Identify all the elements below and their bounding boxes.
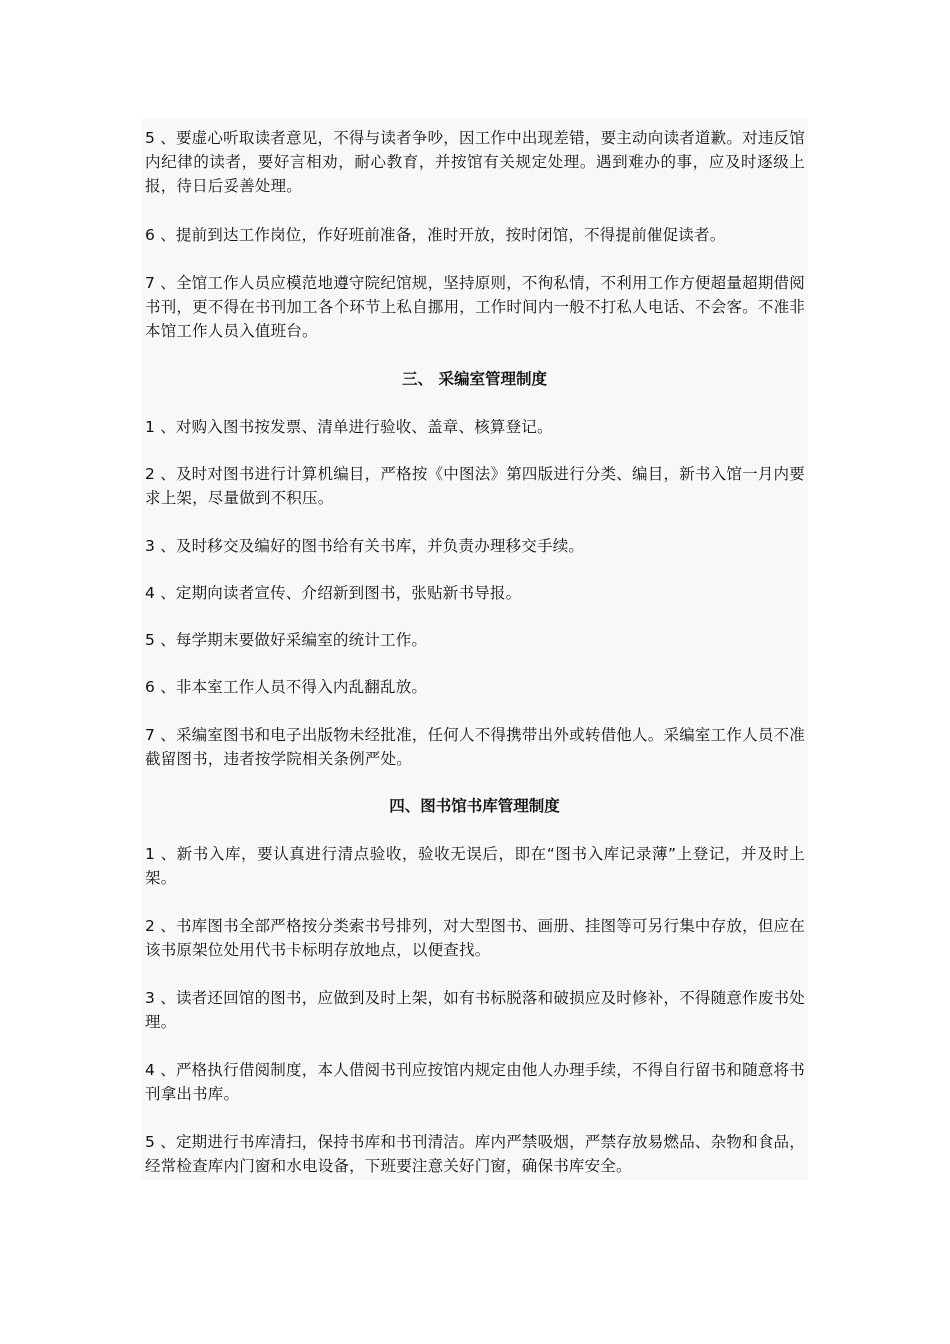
- paragraph-s2-item7: 7 、全馆工作人员应模范地遵守院纪馆规，坚持原则，不徇私情，不利用工作方便超量超期借阅书刊，更不得在书刊加工各个环节上私自挪用，工作时间内一般不打私人电话、不会客。不准非本馆工作人员入值班台。: [145, 274, 805, 340]
- paragraph-s3-item5: 5 、每学期末要做好采编室的统计工作。: [145, 631, 428, 649]
- document-page: [141, 119, 808, 1180]
- paragraph-s2-item5: 5 、要虚心听取读者意见，不得与读者争吵，因工作中出现差错，要主动向读者道歉。对违反馆内纪律的读者，要好言相劝，耐心教育，并按馆有关规定处理。遇到难办的事，应及时逐级上报，待日后妥善处理。: [145, 129, 805, 195]
- paragraph-s4-item2: 2 、书库图书全部严格按分类索书号排列，对大型图书、画册、挂图等可另行集中存放，但应在该书原架位处用代书卡标明存放地点，以便查找。: [145, 917, 805, 959]
- paragraph-s3-item2: 2 、及时对图书进行计算机编目，严格按《中图法》第四版进行分类、编目，新书入馆一月内要求上架，尽量做到不积压。: [145, 465, 805, 507]
- section3-heading: 三、 采编室管理制度: [402, 370, 547, 388]
- paragraph-s2-item6: 6 、提前到达工作岗位，作好班前准备，准时开放，按时闭馆，不得提前催促读者。: [145, 226, 726, 244]
- paragraph-s4-item1: 1 、新书入库，要认真进行清点验收，验收无误后，即在“图书入库记录薄”上登记，并及时上架。: [145, 845, 805, 887]
- paragraph-s4-item3: 3 、读者还回馆的图书，应做到及时上架，如有书标脱落和破损应及时修补，不得随意作废书处理。: [145, 989, 805, 1031]
- paragraph-s4-item5: 5 、定期进行书库清扫，保持书库和书刊清洁。库内严禁吸烟，严禁存放易燃品、杂物和食品，经常检查库内门窗和水电设备，下班要注意关好门窗，确保书库安全。: [145, 1133, 805, 1175]
- paragraph-s3-item6: 6 、非本室工作人员不得入内乱翻乱放。: [145, 678, 428, 696]
- paragraph-s3-item1: 1 、对购入图书按发票、清单进行验收、盖章、核算登记。: [145, 418, 553, 436]
- section4-heading: 四、图书馆书库管理制度: [389, 797, 560, 815]
- paragraph-s3-item4: 4 、定期向读者宣传、介绍新到图书，张贴新书导报。: [145, 584, 522, 602]
- paragraph-s3-item7: 7 、采编室图书和电子出版物未经批准，任何人不得携带出外或转借他人。采编室工作人员不准截留图书，违者按学院相关条例严处。: [145, 726, 805, 768]
- paragraph-s3-item3: 3 、及时移交及编好的图书给有关书库，并负责办理移交手续。: [145, 537, 585, 555]
- paragraph-s4-item4: 4 、严格执行借阅制度，本人借阅书刊应按馆内规定由他人办理手续，不得自行留书和随意将书刊拿出书库。: [145, 1061, 805, 1103]
